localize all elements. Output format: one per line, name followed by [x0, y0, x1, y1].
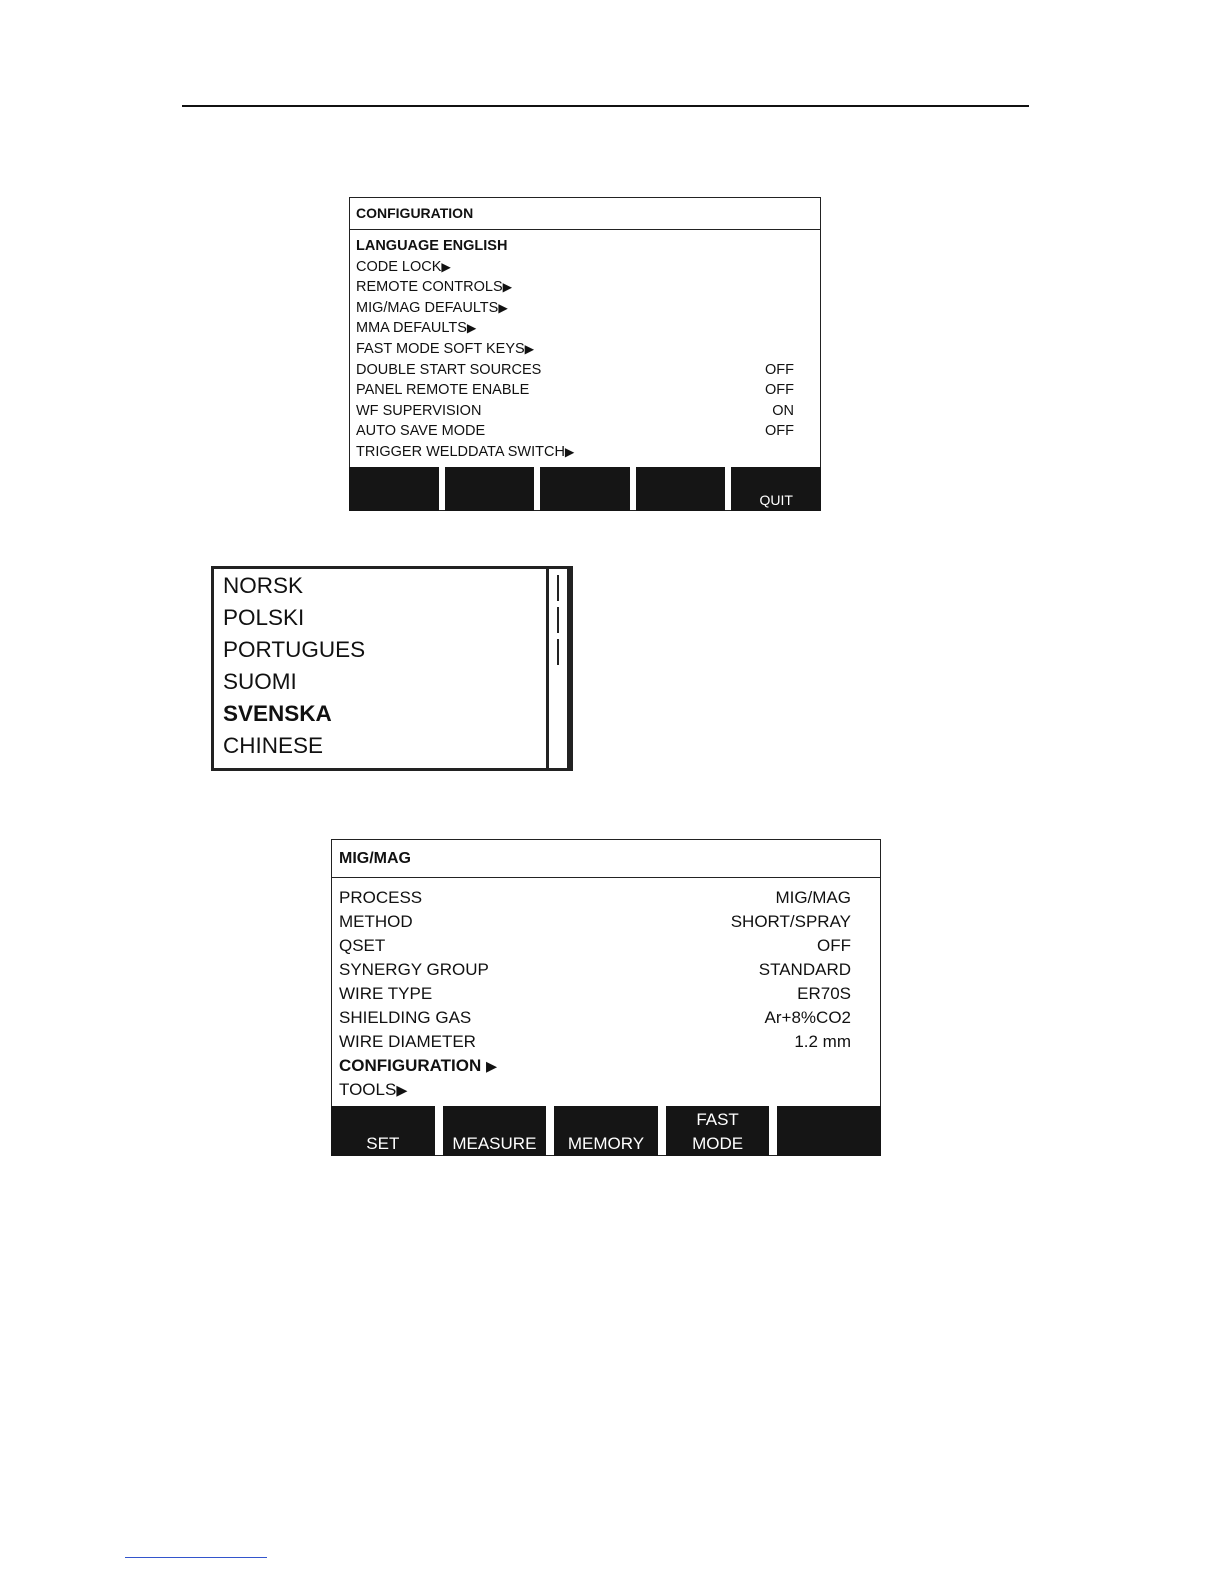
footer-link-underline[interactable] [125, 1557, 267, 1558]
menu-item-trigger-welddata-switch[interactable] [356, 442, 794, 463]
list-item-chinese[interactable]: CHINESE [223, 733, 324, 758]
menu-item-label: TOOLS [339, 1080, 397, 1099]
menu-item-label: AUTO SAVE MODE [356, 423, 486, 440]
list-item-portugues[interactable]: PORTUGUES [223, 637, 366, 662]
softkey-5[interactable] [777, 1106, 881, 1156]
menu-item-synergy-group[interactable] [339, 958, 851, 982]
menu-item-auto-save-mode[interactable] [356, 421, 794, 442]
menu-item-value: 1.2 mm [794, 1032, 851, 1051]
set-button[interactable] [331, 1106, 435, 1156]
menu-item-label: PROCESS [339, 888, 423, 907]
language-list [211, 566, 573, 771]
menu-item-value: OFF [765, 382, 794, 399]
softkey-1[interactable] [349, 467, 439, 511]
menu-item-value: SHORT/SPRAY [730, 912, 851, 931]
menu-item-value: OFF [765, 361, 794, 378]
softkey-3[interactable] [540, 467, 630, 511]
right-triangle-icon: ▶ [441, 259, 451, 274]
menu-item-double-start-sources[interactable] [356, 360, 794, 381]
page-top-rule [182, 105, 1029, 107]
menu-item-value: STANDARD [758, 960, 851, 979]
menu-item-label: CODE LOCK [356, 258, 442, 275]
list-item-svenska[interactable]: SVENSKA [223, 701, 332, 726]
menu-item-wire-type[interactable] [339, 982, 851, 1006]
measure-button[interactable] [443, 1106, 547, 1156]
softkey-bar [349, 467, 821, 511]
menu-item-value: ON [772, 402, 794, 419]
softkey-label: SET [366, 1134, 400, 1153]
panel-title: MIG/MAG [332, 840, 880, 878]
right-triangle-icon: ▶ [502, 280, 513, 295]
menu-item-label: REMOTE CONTROLS [356, 279, 503, 296]
menu-item-wire-diameter[interactable] [339, 1030, 851, 1054]
menu-item-shielding-gas[interactable] [339, 1006, 851, 1030]
softkey-label: MODE [692, 1134, 744, 1153]
menu-item-value: OFF [765, 423, 794, 440]
menu-item-label: WIRE DIAMETER [339, 1032, 476, 1051]
menu-item-remote-controls[interactable] [356, 277, 794, 298]
menu-item-configuration[interactable] [339, 1054, 851, 1078]
softkey-4[interactable] [636, 467, 726, 511]
menu-item-method[interactable] [339, 910, 851, 934]
softkey-bar [331, 1106, 881, 1156]
menu-item-value: MIG/MAG [775, 888, 851, 907]
scrollbar-thumb[interactable] [557, 575, 559, 667]
menu-item-value: Ar+8%CO2 [764, 1008, 851, 1027]
menu-item-value: OFF [817, 936, 851, 955]
menu-item-label: LANGUAGE ENGLISH [356, 238, 508, 254]
menu-item-value: ER70S [797, 984, 851, 1003]
configuration-panel [349, 197, 821, 511]
menu-item-label: SHIELDING GAS [339, 1008, 472, 1027]
menu-item-label: TRIGGER WELDDATA SWITCH [356, 443, 565, 460]
list-item-suomi[interactable]: SUOMI [223, 669, 297, 694]
softkey-2[interactable] [445, 467, 535, 511]
menu-item-label: METHOD [339, 912, 413, 931]
menu-item-panel-remote-enable[interactable] [356, 380, 794, 401]
right-triangle-icon: ▶ [486, 1059, 498, 1075]
menu-item-migmag-defaults[interactable] [356, 298, 794, 319]
softkey-label: MEASURE [452, 1134, 537, 1153]
menu-item-fast-mode-soft-keys[interactable] [356, 339, 794, 360]
menu-item-label: SYNERGY GROUP [339, 960, 489, 979]
menu-item-mma-defaults[interactable] [356, 318, 794, 339]
right-triangle-icon: ▶ [396, 1083, 408, 1099]
fast-mode-button[interactable] [666, 1106, 770, 1156]
panel-title: CONFIGURATION [350, 198, 820, 230]
menu-item-code-lock[interactable] [356, 257, 794, 278]
menu-item-label: CONFIGURATION [339, 1056, 487, 1075]
list-item-norsk[interactable]: NORSK [223, 573, 304, 598]
memory-button[interactable] [554, 1106, 658, 1156]
menu-item-label: WF SUPERVISION [356, 402, 482, 419]
menu-item-label: MIG/MAG DEFAULTS [356, 299, 499, 316]
migmag-panel [331, 839, 881, 1156]
list-item-polski[interactable]: POLSKI [223, 605, 305, 630]
menu-item-wf-supervision[interactable] [356, 401, 794, 422]
right-triangle-icon: ▶ [564, 444, 575, 459]
right-triangle-icon: ▶ [524, 341, 535, 356]
menu-item-label: DOUBLE START SOURCES [356, 361, 542, 378]
menu-item-label: MMA DEFAULTS [356, 320, 467, 337]
menu-item-label: WIRE TYPE [339, 984, 433, 1003]
menu-item-process[interactable] [339, 886, 851, 910]
menu-item-label: QSET [339, 936, 386, 955]
quit-button[interactable]: QUIT [731, 467, 821, 511]
scrollbar[interactable] [546, 569, 570, 771]
menu-item-qset[interactable] [339, 934, 851, 958]
menu-item-label: FAST MODE SOFT KEYS [356, 340, 525, 357]
softkey-label: FAST [696, 1110, 739, 1129]
menu-item-label: PANEL REMOTE ENABLE [356, 382, 530, 399]
right-triangle-icon: ▶ [466, 321, 477, 336]
menu-item-tools[interactable] [339, 1078, 851, 1102]
menu-item-language[interactable] [356, 236, 794, 257]
right-triangle-icon: ▶ [498, 300, 508, 315]
softkey-label: MEMORY [567, 1134, 645, 1153]
